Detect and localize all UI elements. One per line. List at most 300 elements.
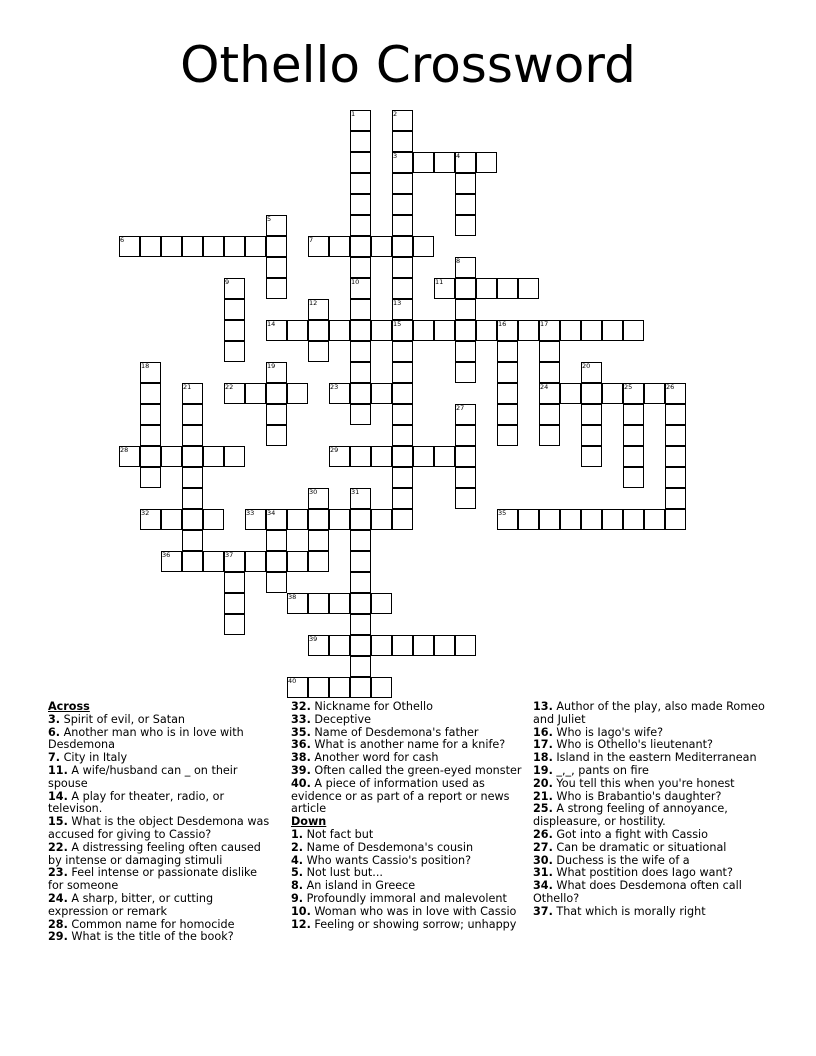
grid-cell[interactable] bbox=[350, 299, 371, 320]
grid-cell[interactable] bbox=[455, 635, 476, 656]
grid-cell[interactable] bbox=[644, 383, 665, 404]
clue-number: 17 bbox=[540, 320, 549, 328]
clue-item-text: Name of Desdemona's cousin bbox=[303, 840, 474, 854]
grid-cell[interactable] bbox=[455, 278, 476, 299]
clue-number: 38 bbox=[288, 593, 297, 601]
grid-cell[interactable] bbox=[350, 236, 371, 257]
clue-number: 22 bbox=[225, 383, 234, 391]
clue-item-number: 36. bbox=[291, 738, 311, 752]
clue-item-number: 9. bbox=[291, 891, 304, 905]
clue-item-text: What is the title of the book? bbox=[67, 930, 234, 944]
clue-number: 29 bbox=[330, 446, 339, 454]
grid-cell[interactable] bbox=[518, 509, 539, 530]
grid-cell[interactable] bbox=[644, 509, 665, 530]
clue-item-number: 21. bbox=[533, 789, 553, 803]
grid-cell[interactable] bbox=[266, 572, 287, 593]
grid-cell[interactable] bbox=[350, 341, 371, 362]
clue-item-number: 17. bbox=[533, 738, 553, 752]
grid-cell[interactable] bbox=[602, 509, 623, 530]
grid-cell[interactable] bbox=[371, 635, 392, 656]
clue-item bbox=[48, 931, 274, 944]
grid-cell[interactable] bbox=[392, 467, 413, 488]
clue-item bbox=[291, 919, 526, 932]
grid-cell[interactable] bbox=[371, 446, 392, 467]
clue-item-number: 19. bbox=[533, 763, 553, 777]
grid-cell[interactable] bbox=[308, 509, 329, 530]
clue-item-number: 20. bbox=[533, 776, 553, 790]
grid-cell[interactable] bbox=[455, 341, 476, 362]
clue-item-text: Spirit of evil, or Satan bbox=[60, 712, 186, 726]
clue-item-number: 30. bbox=[533, 853, 553, 867]
grid-cell[interactable] bbox=[413, 635, 434, 656]
clue-item-number: 34. bbox=[533, 879, 553, 893]
clue-item-number: 1. bbox=[291, 827, 304, 841]
grid-cell[interactable] bbox=[455, 194, 476, 215]
clue-number: 35 bbox=[498, 509, 507, 517]
grid-cell[interactable] bbox=[203, 551, 224, 572]
grid-cell[interactable] bbox=[182, 551, 203, 572]
grid-cell[interactable] bbox=[665, 425, 686, 446]
grid-cell[interactable] bbox=[560, 509, 581, 530]
clue-item-number: 26. bbox=[533, 827, 553, 841]
grid-cell[interactable] bbox=[266, 530, 287, 551]
grid-cell[interactable] bbox=[371, 383, 392, 404]
clue-item-text: Who wants Cassio's position? bbox=[303, 853, 472, 867]
grid-cell[interactable] bbox=[665, 509, 686, 530]
clue-item-text: Feel intense or passionate dislike for someone bbox=[48, 866, 258, 893]
grid-cell[interactable] bbox=[602, 383, 623, 404]
clue-item-text: Island in the eastern Mediterranean bbox=[552, 751, 757, 765]
grid-cell[interactable] bbox=[224, 614, 245, 635]
grid-cell[interactable] bbox=[308, 341, 329, 362]
clue-item-text: Name of Desdemona's father bbox=[310, 725, 479, 739]
grid-cell[interactable] bbox=[434, 635, 455, 656]
grid-cell[interactable] bbox=[392, 257, 413, 278]
clue-number: 39 bbox=[309, 635, 318, 643]
clue-number: 12 bbox=[309, 299, 318, 307]
grid-cell[interactable] bbox=[455, 362, 476, 383]
grid-cell[interactable] bbox=[371, 677, 392, 698]
grid-cell[interactable] bbox=[350, 551, 371, 572]
grid-cell[interactable] bbox=[392, 215, 413, 236]
grid-cell[interactable] bbox=[371, 509, 392, 530]
clue-number: 31 bbox=[351, 488, 360, 496]
grid-cell[interactable] bbox=[665, 404, 686, 425]
clue-item bbox=[533, 803, 773, 829]
clue-number: 6 bbox=[120, 236, 125, 244]
clue-number: 30 bbox=[309, 488, 318, 496]
grid-cell[interactable] bbox=[623, 446, 644, 467]
clue-item-number: 11. bbox=[48, 763, 68, 777]
grid-cell[interactable] bbox=[245, 551, 266, 572]
grid-cell[interactable] bbox=[308, 677, 329, 698]
clue-item-text: Profoundly immoral and malevolent bbox=[303, 891, 507, 905]
grid-cell[interactable] bbox=[392, 278, 413, 299]
grid-cell[interactable] bbox=[329, 635, 350, 656]
grid-cell[interactable] bbox=[518, 278, 539, 299]
grid-cell[interactable] bbox=[308, 320, 329, 341]
grid-cell[interactable] bbox=[245, 383, 266, 404]
clue-number: 34 bbox=[267, 509, 276, 517]
clue-item-text: Often called the green-eyed monster bbox=[310, 763, 522, 777]
grid-cell[interactable] bbox=[497, 404, 518, 425]
clue-item-text: Duchess is the wife of a bbox=[552, 853, 690, 867]
grid-cell[interactable] bbox=[266, 383, 287, 404]
clue-item bbox=[48, 842, 274, 868]
clue-item bbox=[48, 791, 274, 817]
grid-cell[interactable] bbox=[581, 446, 602, 467]
clues-column-3 bbox=[533, 701, 773, 919]
grid-cell[interactable] bbox=[161, 509, 182, 530]
grid-cell[interactable] bbox=[161, 236, 182, 257]
clue-item-number: 25. bbox=[533, 802, 553, 816]
clue-item-text: Woman who was in love with Cassio bbox=[310, 904, 517, 918]
clue-item bbox=[48, 893, 274, 919]
clue-number: 15 bbox=[393, 320, 402, 328]
clue-item-number: 29. bbox=[48, 930, 68, 944]
grid-cell[interactable] bbox=[392, 173, 413, 194]
grid-cell[interactable] bbox=[350, 215, 371, 236]
clue-number: 32 bbox=[141, 509, 150, 517]
grid-cell[interactable] bbox=[371, 593, 392, 614]
grid-cell[interactable] bbox=[539, 425, 560, 446]
grid-cell[interactable] bbox=[665, 467, 686, 488]
grid-cell[interactable] bbox=[182, 488, 203, 509]
grid-cell[interactable] bbox=[350, 572, 371, 593]
grid-cell[interactable] bbox=[392, 509, 413, 530]
clue-item-number: 12. bbox=[291, 917, 311, 931]
grid-cell[interactable] bbox=[455, 488, 476, 509]
grid-cell[interactable] bbox=[623, 320, 644, 341]
grid-cell[interactable] bbox=[266, 425, 287, 446]
grid-cell[interactable] bbox=[413, 446, 434, 467]
clue-number: 2 bbox=[393, 110, 398, 118]
grid-cell[interactable] bbox=[224, 341, 245, 362]
grid-cell[interactable] bbox=[371, 320, 392, 341]
grid-cell[interactable] bbox=[224, 593, 245, 614]
grid-cell[interactable] bbox=[392, 383, 413, 404]
clues-column-1 bbox=[48, 701, 274, 944]
clue-item bbox=[291, 778, 526, 816]
clue-item-text: Common name for homocide bbox=[67, 917, 235, 931]
grid-cell[interactable] bbox=[329, 236, 350, 257]
grid-cell[interactable] bbox=[350, 404, 371, 425]
clue-item-number: 18. bbox=[533, 751, 553, 765]
grid-cell[interactable] bbox=[182, 425, 203, 446]
grid-cell[interactable] bbox=[497, 362, 518, 383]
clue-number: 36 bbox=[162, 551, 171, 559]
grid-cell[interactable] bbox=[455, 446, 476, 467]
clue-number: 7 bbox=[309, 236, 314, 244]
grid-cell[interactable] bbox=[350, 635, 371, 656]
across-clue-list bbox=[48, 714, 274, 944]
grid-cell[interactable] bbox=[476, 278, 497, 299]
clue-item-text: Deceptive bbox=[310, 712, 372, 726]
grid-cell[interactable] bbox=[350, 614, 371, 635]
grid-cell[interactable] bbox=[539, 404, 560, 425]
grid-cell[interactable] bbox=[161, 446, 182, 467]
grid-cell[interactable] bbox=[224, 446, 245, 467]
clue-item-number: 24. bbox=[48, 891, 68, 905]
grid-cell[interactable] bbox=[140, 404, 161, 425]
grid-cell[interactable] bbox=[140, 467, 161, 488]
clue-item-number: 28. bbox=[48, 917, 68, 931]
grid-cell[interactable] bbox=[413, 236, 434, 257]
grid-cell[interactable] bbox=[266, 236, 287, 257]
grid-cell[interactable] bbox=[224, 320, 245, 341]
grid-cell[interactable] bbox=[140, 425, 161, 446]
grid-cell[interactable] bbox=[476, 152, 497, 173]
across-heading: Across bbox=[48, 700, 90, 713]
clue-item-text: Got into a fight with Cassio bbox=[552, 827, 708, 841]
grid-cell[interactable] bbox=[413, 152, 434, 173]
clue-number: 14 bbox=[267, 320, 276, 328]
down-heading: Down bbox=[291, 815, 327, 829]
grid-cell[interactable] bbox=[392, 362, 413, 383]
clue-number: 1 bbox=[351, 110, 356, 118]
grid-cell[interactable] bbox=[266, 257, 287, 278]
grid-cell[interactable] bbox=[497, 341, 518, 362]
clue-number: 23 bbox=[330, 383, 339, 391]
grid-cell[interactable] bbox=[392, 194, 413, 215]
clue-number: 10 bbox=[351, 278, 360, 286]
clue-number: 11 bbox=[435, 278, 444, 286]
clue-number: 4 bbox=[456, 152, 461, 160]
grid-cell[interactable] bbox=[392, 236, 413, 257]
clue-item-text: _,_, pants on fire bbox=[552, 763, 649, 777]
grid-cell[interactable] bbox=[623, 404, 644, 425]
clue-number: 5 bbox=[267, 215, 272, 223]
grid-cell[interactable] bbox=[287, 551, 308, 572]
clue-number: 26 bbox=[666, 383, 675, 391]
grid-cell[interactable] bbox=[413, 320, 434, 341]
grid-cell[interactable] bbox=[455, 299, 476, 320]
grid-cell[interactable] bbox=[287, 320, 308, 341]
grid-cell[interactable] bbox=[392, 635, 413, 656]
clue-item-text: What does Desdemona often call Othello? bbox=[533, 879, 742, 905]
clue-item-text: Who is Brabantio's daughter? bbox=[552, 789, 722, 803]
grid-cell[interactable] bbox=[392, 425, 413, 446]
grid-cell[interactable] bbox=[350, 173, 371, 194]
clue-item bbox=[48, 765, 274, 791]
clue-number: 3 bbox=[393, 152, 398, 160]
grid-cell[interactable] bbox=[203, 236, 224, 257]
grid-cell[interactable] bbox=[434, 152, 455, 173]
down-clue-list-continued bbox=[533, 701, 773, 919]
clue-item-number: 7. bbox=[48, 751, 61, 765]
grid-cell[interactable] bbox=[581, 425, 602, 446]
clue-number: 28 bbox=[120, 446, 129, 454]
grid-cell[interactable] bbox=[665, 488, 686, 509]
clue-number: 19 bbox=[267, 362, 276, 370]
clue-item-text: Not lust but... bbox=[303, 866, 383, 880]
grid-cell[interactable] bbox=[140, 236, 161, 257]
clue-item-number: 3. bbox=[48, 712, 61, 726]
clue-number: 18 bbox=[141, 362, 150, 370]
grid-cell[interactable] bbox=[140, 383, 161, 404]
clue-number: 13 bbox=[393, 299, 402, 307]
grid-cell[interactable] bbox=[224, 299, 245, 320]
grid-cell[interactable] bbox=[371, 236, 392, 257]
clue-number: 20 bbox=[582, 362, 591, 370]
clue-item-number: 15. bbox=[48, 815, 68, 829]
clue-item-text: That which is morally right bbox=[552, 904, 706, 918]
grid-cell[interactable] bbox=[350, 446, 371, 467]
grid-cell[interactable] bbox=[560, 320, 581, 341]
grid-cell[interactable] bbox=[392, 131, 413, 152]
clue-item-text: Another man who is in love with Desdemona bbox=[48, 725, 244, 752]
grid-cell[interactable] bbox=[287, 509, 308, 530]
grid-cell[interactable] bbox=[182, 404, 203, 425]
clue-item bbox=[533, 880, 773, 906]
clue-number: 33 bbox=[246, 509, 255, 517]
grid-cell[interactable] bbox=[203, 509, 224, 530]
grid-cell[interactable] bbox=[497, 383, 518, 404]
grid-cell[interactable] bbox=[665, 446, 686, 467]
grid-cell[interactable] bbox=[623, 425, 644, 446]
clue-number: 25 bbox=[624, 383, 633, 391]
grid-cell[interactable] bbox=[497, 278, 518, 299]
grid-cell[interactable] bbox=[329, 593, 350, 614]
page-title: Othello Crossword bbox=[180, 36, 636, 94]
clue-number: 37 bbox=[225, 551, 234, 559]
clue-item-text: Nickname for Othello bbox=[310, 700, 433, 713]
grid-cell[interactable] bbox=[455, 425, 476, 446]
clue-item-text: City in Italy bbox=[60, 751, 128, 765]
clue-item-text: Author of the play, also made Romeo and Juliet bbox=[533, 700, 765, 726]
grid-cell[interactable] bbox=[350, 383, 371, 404]
grid-cell[interactable] bbox=[560, 383, 581, 404]
clue-item-text: A strong feeling of annoyance, displeasure, or hostility. bbox=[533, 802, 728, 829]
grid-cell[interactable] bbox=[350, 656, 371, 677]
grid-cell[interactable] bbox=[539, 509, 560, 530]
clue-item-text: Feeling or showing sorrow; unhappy bbox=[310, 917, 517, 931]
clue-item-number: 37. bbox=[533, 904, 553, 918]
grid-cell[interactable] bbox=[392, 341, 413, 362]
clue-item-number: 10. bbox=[291, 904, 311, 918]
grid-cell[interactable] bbox=[350, 677, 371, 698]
clue-item-text: What is the object Desdemona was accused for giving to Cassio? bbox=[48, 815, 270, 841]
grid-cell[interactable] bbox=[308, 530, 329, 551]
clue-item-text: Who is Iago's wife? bbox=[552, 725, 664, 739]
clue-item-number: 14. bbox=[48, 789, 68, 803]
clue-item-text: Who is Othello's lieutenant? bbox=[552, 738, 713, 752]
grid-cell[interactable] bbox=[350, 257, 371, 278]
grid-cell[interactable] bbox=[203, 446, 224, 467]
grid-cell[interactable] bbox=[308, 593, 329, 614]
clue-number: 21 bbox=[183, 383, 192, 391]
clue-item-number: 8. bbox=[291, 879, 304, 893]
clue-item-number: 38. bbox=[291, 751, 311, 765]
clue-item-number: 40. bbox=[291, 776, 311, 790]
grid-cell[interactable] bbox=[392, 488, 413, 509]
clue-number: 40 bbox=[288, 677, 297, 685]
grid-cell[interactable] bbox=[266, 551, 287, 572]
grid-cell[interactable] bbox=[581, 509, 602, 530]
grid-cell[interactable] bbox=[329, 509, 350, 530]
grid-cell[interactable] bbox=[350, 320, 371, 341]
clue-number: 27 bbox=[456, 404, 465, 412]
grid-cell[interactable] bbox=[182, 509, 203, 530]
clue-item-text: An island in Greece bbox=[303, 879, 416, 893]
grid-cell[interactable] bbox=[350, 509, 371, 530]
grid-cell[interactable] bbox=[182, 467, 203, 488]
grid-cell[interactable] bbox=[308, 551, 329, 572]
grid-cell[interactable] bbox=[434, 446, 455, 467]
clue-item bbox=[533, 906, 773, 919]
grid-cell[interactable] bbox=[455, 215, 476, 236]
grid-cell[interactable] bbox=[623, 509, 644, 530]
clue-item-text: What is another name for a knife? bbox=[310, 738, 506, 752]
clue-number: 24 bbox=[540, 383, 549, 391]
grid-cell[interactable] bbox=[455, 467, 476, 488]
grid-cell[interactable] bbox=[182, 446, 203, 467]
grid-cell[interactable] bbox=[224, 236, 245, 257]
grid-cell[interactable] bbox=[350, 152, 371, 173]
grid-cell[interactable] bbox=[434, 320, 455, 341]
clue-item-number: 4. bbox=[291, 853, 304, 867]
grid-cell[interactable] bbox=[350, 194, 371, 215]
grid-cell[interactable] bbox=[539, 362, 560, 383]
grid-cell[interactable] bbox=[329, 677, 350, 698]
grid-cell[interactable] bbox=[140, 446, 161, 467]
grid-cell[interactable] bbox=[287, 383, 308, 404]
grid-cell[interactable] bbox=[518, 320, 539, 341]
clue-item-number: 22. bbox=[48, 840, 68, 854]
clue-item bbox=[48, 727, 274, 753]
clue-item-number: 32. bbox=[291, 700, 311, 713]
clue-item-number: 39. bbox=[291, 763, 311, 777]
grid-cell[interactable] bbox=[266, 278, 287, 299]
clue-item-text: A play for theater, radio, or televison. bbox=[48, 789, 225, 816]
grid-cell[interactable] bbox=[623, 467, 644, 488]
grid-cell[interactable] bbox=[455, 173, 476, 194]
grid-cell[interactable] bbox=[392, 446, 413, 467]
clue-item-text: Can be dramatic or situational bbox=[552, 840, 727, 854]
clue-number: 9 bbox=[225, 278, 230, 286]
grid-cell[interactable] bbox=[245, 236, 266, 257]
grid-cell[interactable] bbox=[224, 572, 245, 593]
grid-cell[interactable] bbox=[350, 593, 371, 614]
clue-number: 8 bbox=[456, 257, 461, 265]
grid-cell[interactable] bbox=[539, 341, 560, 362]
clue-item-text: A piece of information used as evidence or as part of a report or news article bbox=[291, 776, 510, 816]
grid-cell[interactable] bbox=[350, 530, 371, 551]
grid-cell[interactable] bbox=[182, 530, 203, 551]
across-clue-list-continued bbox=[291, 701, 526, 816]
clue-item-number: 5. bbox=[291, 866, 304, 880]
grid-cell[interactable] bbox=[602, 320, 623, 341]
grid-cell[interactable] bbox=[182, 236, 203, 257]
grid-cell[interactable] bbox=[581, 383, 602, 404]
clue-item bbox=[533, 701, 773, 727]
grid-cell[interactable] bbox=[329, 320, 350, 341]
grid-cell[interactable] bbox=[476, 320, 497, 341]
grid-cell[interactable] bbox=[581, 404, 602, 425]
grid-cell[interactable] bbox=[266, 404, 287, 425]
grid-cell[interactable] bbox=[392, 404, 413, 425]
clue-item-number: 16. bbox=[533, 725, 553, 739]
grid-cell[interactable] bbox=[581, 320, 602, 341]
grid-cell[interactable] bbox=[455, 320, 476, 341]
clue-item-text: What postition does Iago want? bbox=[552, 866, 733, 880]
clue-item-number: 35. bbox=[291, 725, 311, 739]
clue-item-number: 33. bbox=[291, 712, 311, 726]
grid-cell[interactable] bbox=[350, 131, 371, 152]
grid-cell[interactable] bbox=[497, 425, 518, 446]
grid-cell[interactable] bbox=[350, 362, 371, 383]
clues-column-2 bbox=[291, 701, 526, 931]
